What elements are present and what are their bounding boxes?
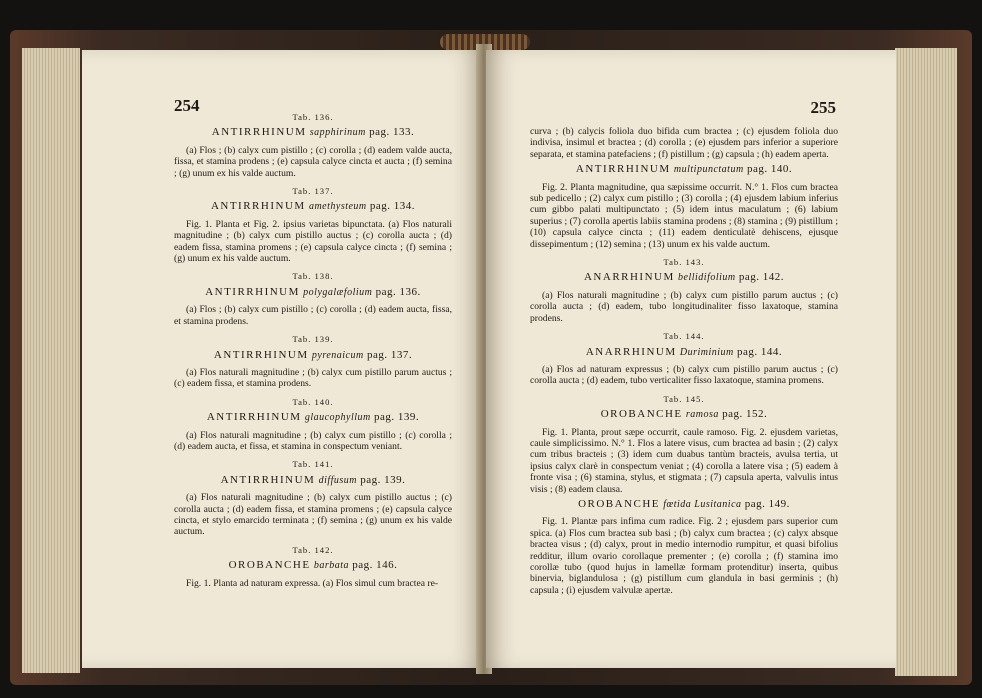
continuation-text: curva ; (b) calycis foliola duo bifida cum bractea ; (c) ejusdem foliola duo indivisa, insimul et bractea ; (d) corolla ; (e) ejusdem pars inferior a superiore separata, et stamina patefaciens ; (f) pistillum ; (g) capsula ; (h) eadem aperta. [530,126,838,160]
species-heading [174,127,452,138]
plate-description: Fig. 1. Plantæ pars infima cum radice. Fig. 2 ; ejusdem pars superior cum spica. (a) Flos cum bractea sub basi ; (b) calyx cum bractea ; (c) calyx absque bractea visus ; (d) calyx, prout in medio internodio rumpitur, et quasi bifolius redditur, illum ovario corollaque prementer ; (e) corolla ; (f) stamina imo corollæ tubo (quod hujus in lamellæ formam protenditur) inserta, quibus binervia, biglandulosa ; (g) pistillum cum glandula in basi germinis ; (h) capsula ; (i) ejusdem valvulæ apertæ. [530,516,838,596]
genus-name: ANTIRRHINUM [210,200,306,213]
page-reference: pag. 136. [375,285,421,298]
genus-name: ANTIRRHINUM [213,348,309,361]
plate-number: Tab. 142. [292,544,334,555]
species-name: pyrenaicum [311,349,364,361]
genus-name: ANTIRRHINUM [211,126,307,139]
right-page-entries [530,164,838,596]
species-name: ramosa [685,409,719,421]
plate-description: (a) Flos ad naturam expressus ; (b) calyx cum pistillo parum auctus ; (c) corolla aucta ; (d) eadem, tubo verticaliter fisso laxatoque, stamina promens. [530,363,838,387]
plate-description: Fig. 2. Planta magnitudine, qua sæpissime occurrit. N.° 1. Flos cum bractea sub pedicello ; (2) calyx cum pistillo ; (3) corolla ; (4) ejusdem labium inferius cum gibbo palati multipunctato ; (5) idem intus maculatum ; (6) labium superius ; (7) corolla apertis labiis stamina prodens ; (8) stamina ; (9) pistillum ; (10) capsula calyce cincta ; (11) eadem denticulatè dehiscens, ejusque dissepimentum ; (12) semina ; (13) unum ex his valde auctum. [530,181,838,250]
species-name: polygalæfolium [303,286,373,298]
page-reference: pag. 139. [360,473,406,486]
species-name: barbata [313,560,349,572]
species-heading [174,560,452,571]
genus-name: ANARRHINUM [583,271,675,284]
page-number: 255 [810,98,836,117]
page-reference: pag. 139. [374,411,420,424]
species-heading [174,412,452,423]
page-reference: pag. 137. [366,348,413,361]
plate-description: (a) Flos naturali magnitudine ; (b) calyx cum pistillo parum auctus ; (c) eadem fissa, et stamina prodens. [174,366,452,390]
genus-name: ANTIRRHINUM [206,411,302,424]
genus-name: OROBANCHE [600,408,683,421]
species-heading [174,475,452,486]
page-reference: pag. 140. [746,163,793,176]
plate-description: (a) Flos naturali magnitudine ; (b) calyx cum pistillo ; (c) corolla ; (d) eadem aucta, et fissa, et stamina in conspectum veniant. [174,429,452,452]
plate-number: Tab. 145. [663,393,705,404]
left-page-entries [174,112,452,589]
plate-number: Tab. 138. [292,271,334,282]
page-reference: pag. 146. [352,559,398,572]
species-heading [530,164,838,175]
plate-number: Tab. 140. [292,396,334,407]
species-name: bellidifolium [678,272,736,284]
species-name: diffusum [318,474,358,486]
species-heading [174,287,452,298]
plate-number: Tab. 139. [292,334,334,345]
species-name: Duriminium [679,346,734,358]
genus-name: ANARRHINUM [585,345,677,358]
species-name: multipunctatum [673,164,744,176]
plate-description: (a) Flos naturali magnitudine ; (b) calyx cum pistillo parum auctus ; (c) corolla aucta ; (d) eadem, tubo longitudinaliter fisso laxatoque, stamina prodens. [530,289,838,324]
species-name: sapphirinum [309,127,366,139]
page-number: 254 [174,96,200,115]
plate-number: Tab. 144. [663,331,705,342]
species-heading [530,347,838,358]
page-reference: pag. 144. [737,345,783,358]
plate-number: Tab. 137. [292,186,334,197]
page-reference: pag. 152. [722,408,768,421]
plate-description: (a) Flos ; (b) calyx cum pistillo ; (c) corolla ; (d) eadem aucta, fissa, et stamina prodens. [174,304,452,327]
page-edges-right [895,48,957,676]
page-reference: pag. 149. [744,497,790,510]
right-page [486,50,896,668]
page-reference: pag. 133. [369,126,415,139]
species-name: amethysteum [308,201,367,213]
species-heading [530,272,838,283]
species-name: fœtida Lusitanica [663,498,742,510]
plate-description: (a) Flos ; (b) calyx cum pistillo ; (c) corolla ; (d) eadem valde aucta, fissa, et stamina prodens ; (e) capsula calyce cincta et aucta ; (f) semina ; (g) unum ex his valde auctum. [174,144,452,179]
species-heading [174,201,452,212]
page-reference: pag. 142. [738,271,785,284]
plate-description: (a) Flos naturali magnitudine ; (b) calyx cum pistillo auctus ; (c) corolla aucta ; (d) eadem fissa, et stamina promens ; (e) capsula calyce cincta, et stylo emarcido terminata ; (f) semina ; (g) unum ex his valde auctum. [174,492,452,538]
species-heading [174,350,452,361]
plate-number: Tab. 143. [663,257,705,268]
plate-number: Tab. 136. [292,112,334,122]
genus-name: ANTIRRHINUM [220,473,316,486]
species-name: glaucophyllum [304,412,371,424]
genus-name: ANTIRRHINUM [205,285,300,298]
plate-description: Fig. 1. Planta ad naturam expressa. (a) Flos simul cum bractea re- [186,577,439,589]
genus-name: ANTIRRHINUM [575,163,671,176]
plate-number: Tab. 141. [292,459,334,470]
plate-description: Fig. 1. Planta, prout sæpe occurrit, caule ramoso. Fig. 2. ejusdem varietas, caule simplicissimo. N.° 1. Flos a latere visus, cum bractea ad basin ; (2) calyx cum tribus bracteis ; (3) idem cum duabus tantùm bracteis, avulsa tertia, ut ipsius calyx clarè in conspectum veniat ; (4) corolla a latere visa ; (5) eadem à fronte visa ; (6) stamina, stylus, et stigmata ; (7) capsula aperta, valvulis intus visis ; (8) eadem clausa. [530,426,838,495]
page-reference: pag. 134. [369,200,416,213]
species-heading [530,409,838,420]
genus-name: OROBANCHE [228,559,311,572]
species-heading [530,499,838,510]
plate-description: Fig. 1. Planta et Fig. 2. ipsius varietas bipunctata. (a) Flos naturali magnitudine ; (b) calyx cum pistillo auctus ; (c) corolla aucta ; (d) eadem fissa, stamina promens ; (e) capsula calyce cincta ; (f) semina ; (g) unum ex his valde auctum. [174,218,452,265]
genus-name: OROBANCHE [578,497,661,510]
left-page [82,50,482,668]
page-edges-left [22,48,80,673]
